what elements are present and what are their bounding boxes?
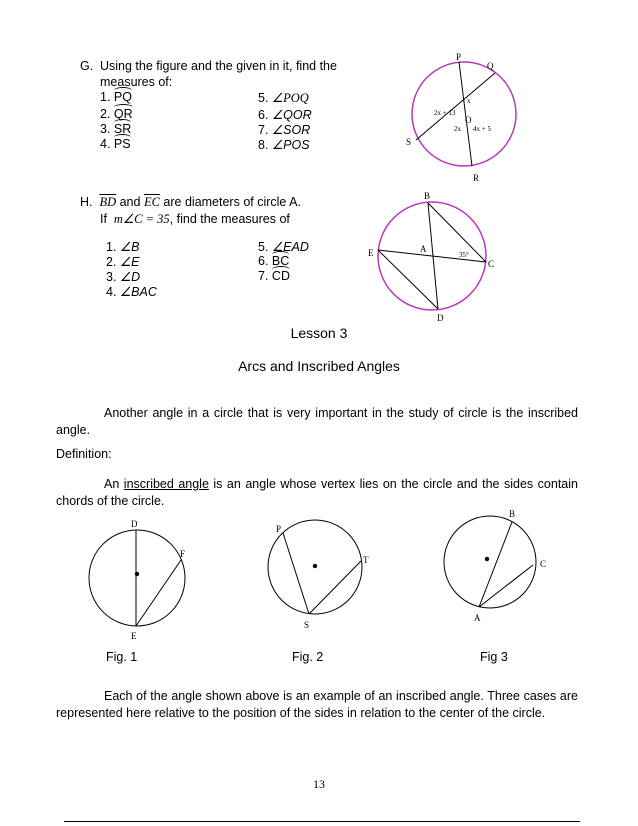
angle-symbol-icon: ∠ [119, 285, 132, 299]
fig3-circle [444, 516, 536, 608]
label-c: C [488, 259, 495, 269]
figure-1 [89, 519, 185, 641]
g-item-text: PQ [113, 90, 132, 104]
g-item-text: QR [113, 107, 133, 121]
h-item-num: 6. [258, 254, 269, 268]
label-x: x [467, 97, 471, 105]
section-g-intro-line1: Using the figure and the given in it, find the [100, 59, 337, 73]
fig2-label-p: P [276, 524, 282, 534]
label-d: D [437, 313, 444, 323]
h-item-7 [258, 269, 290, 283]
section-g-letter: G. [80, 59, 94, 73]
h-item-num: 2. [106, 255, 117, 269]
g-item-7 [258, 122, 310, 137]
angle-symbol-icon: ∠ [271, 108, 284, 122]
definition-label: Definition: [56, 447, 112, 461]
g-item-8 [258, 137, 310, 152]
label-angle-35: 35° [459, 251, 469, 259]
section-h-tail: are diameters of circle A. [163, 195, 301, 209]
g-item-5 [258, 90, 309, 106]
angle-symbol-icon: ∠ [119, 240, 132, 254]
g-item-num: 7. [258, 123, 269, 137]
fig1-caption: Fig. 1 [106, 650, 138, 664]
fig1-label-e: E [131, 631, 137, 641]
page-number: 13 [313, 777, 325, 791]
section-h-line2 [100, 211, 290, 227]
figure-3 [444, 509, 546, 623]
fig2-center-dot [313, 564, 317, 568]
fig3-label-c: C [540, 559, 547, 569]
and-word: and [119, 195, 141, 209]
g-item-num: 4. [100, 137, 111, 151]
h-item-2 [106, 254, 139, 269]
fig2-label-s: S [304, 620, 310, 630]
circle-o [412, 62, 516, 166]
h-item-num: 5. [258, 240, 269, 254]
section-h-letter: H. [80, 195, 93, 209]
figure-2 [268, 520, 369, 630]
g-item-1 [100, 90, 132, 104]
label-a: A [420, 244, 427, 254]
g-item-text: POQ [283, 91, 309, 105]
diameter-bd-label: $\overline{BD}$ [99, 195, 117, 209]
figure-h-circle-diagram [360, 185, 500, 325]
h-item-text: EAD [283, 240, 309, 254]
fig1-circle [89, 530, 185, 626]
fig3-label-a: A [474, 613, 481, 623]
label-b: B [424, 191, 431, 201]
label-p: P [456, 52, 462, 62]
definition-term: inscribed angle [123, 477, 209, 491]
figure-g-circle-diagram [400, 50, 530, 185]
condition-tail: , find the measures of [169, 212, 290, 226]
intro-paragraph: Another angle in a circle that is very important in the study of circle is the inscribed angle. [56, 406, 578, 437]
g-item-4 [100, 137, 131, 151]
h-item-num: 7. [258, 269, 269, 283]
diameter-ec-label: $\overline{EC}$ [143, 195, 160, 209]
g-item-text: PS [113, 137, 131, 151]
label-2x: 2x [454, 125, 461, 133]
angle-symbol-icon: ∠ [271, 240, 284, 254]
h-item-text: CD [271, 269, 290, 283]
section-h-line1 [80, 195, 301, 210]
g-item-text: POS [283, 138, 310, 152]
h-item-text: BAC [131, 285, 157, 299]
angle-symbol-icon: ∠ [271, 91, 284, 105]
g-item-text: SR [113, 122, 132, 136]
diameter-pr [459, 62, 472, 166]
fig2-caption: Fig. 2 [292, 650, 324, 664]
definition-pre: An [104, 477, 120, 491]
h-item-4 [106, 284, 157, 299]
fig2-chord-st [309, 561, 361, 614]
fig1-label-f: F [180, 549, 186, 559]
fig3-caption: Fig 3 [480, 650, 508, 664]
g-item-num: 1. [100, 90, 111, 104]
label-r: R [473, 173, 480, 183]
angle-symbol-icon: ∠ [271, 138, 284, 152]
angle-symbol-icon: ∠ [271, 123, 284, 137]
if-word: If [100, 212, 107, 226]
fig2-chord-ps [283, 533, 309, 614]
g-item-num: 3. [100, 122, 111, 136]
fig1-label-d: D [131, 519, 138, 529]
label-o: O [465, 115, 472, 125]
g-item-num: 5. [258, 91, 269, 105]
chord-ed [378, 250, 438, 309]
lesson-subtitle: Arcs and Inscribed Angles [238, 358, 400, 374]
g-item-num: 8. [258, 138, 269, 152]
diameter-ec [378, 250, 486, 262]
h-item-num: 3. [106, 270, 117, 284]
chord-bc [428, 203, 486, 262]
cases-paragraph: Each of the angle shown above is an example of an inscribed angle. Three cases are represented here relative to the position of the sides in relation to the center of the circle. [56, 689, 578, 720]
fig3-center-dot [485, 557, 489, 561]
footer-rule [64, 821, 580, 822]
h-item-text: BC [271, 254, 290, 268]
g-item-text: QOR [283, 108, 312, 122]
g-item-num: 6. [258, 108, 269, 122]
definition-post: is an angle whose vertex lies on the circle and the sides contain chords of the circle. [56, 477, 578, 508]
fig1-chord-ef [136, 560, 181, 626]
fig3-label-b: B [509, 509, 516, 519]
label-e: E [368, 248, 374, 258]
angle-symbol-icon: ∠ [119, 270, 132, 284]
h-item-num: 4. [106, 285, 117, 299]
fig2-label-t: T [363, 555, 369, 565]
condition-angle-c: m∠C = 35 [113, 212, 170, 226]
g-item-text: SOR [283, 123, 311, 137]
label-4x-5: 4x + 5 [473, 125, 491, 133]
label-q: Q [487, 61, 494, 71]
inscribed-angle-figures [80, 505, 570, 645]
g-item-num: 2. [100, 107, 111, 121]
h-item-text: D [131, 270, 141, 284]
h-item-1 [106, 239, 139, 254]
lesson-title: Lesson 3 [290, 325, 348, 341]
h-item-text: B [131, 240, 140, 254]
h-item-text: E [131, 255, 140, 269]
section-g-intro-line2: measures of: [100, 75, 173, 89]
label-s: S [406, 137, 412, 147]
label-2x-13: 2x + 13 [434, 109, 456, 117]
h-item-num: 1. [106, 240, 117, 254]
g-item-6 [258, 107, 312, 122]
fig1-center-dot [135, 572, 139, 576]
h-item-3 [106, 269, 140, 284]
angle-symbol-icon: ∠ [119, 255, 132, 269]
